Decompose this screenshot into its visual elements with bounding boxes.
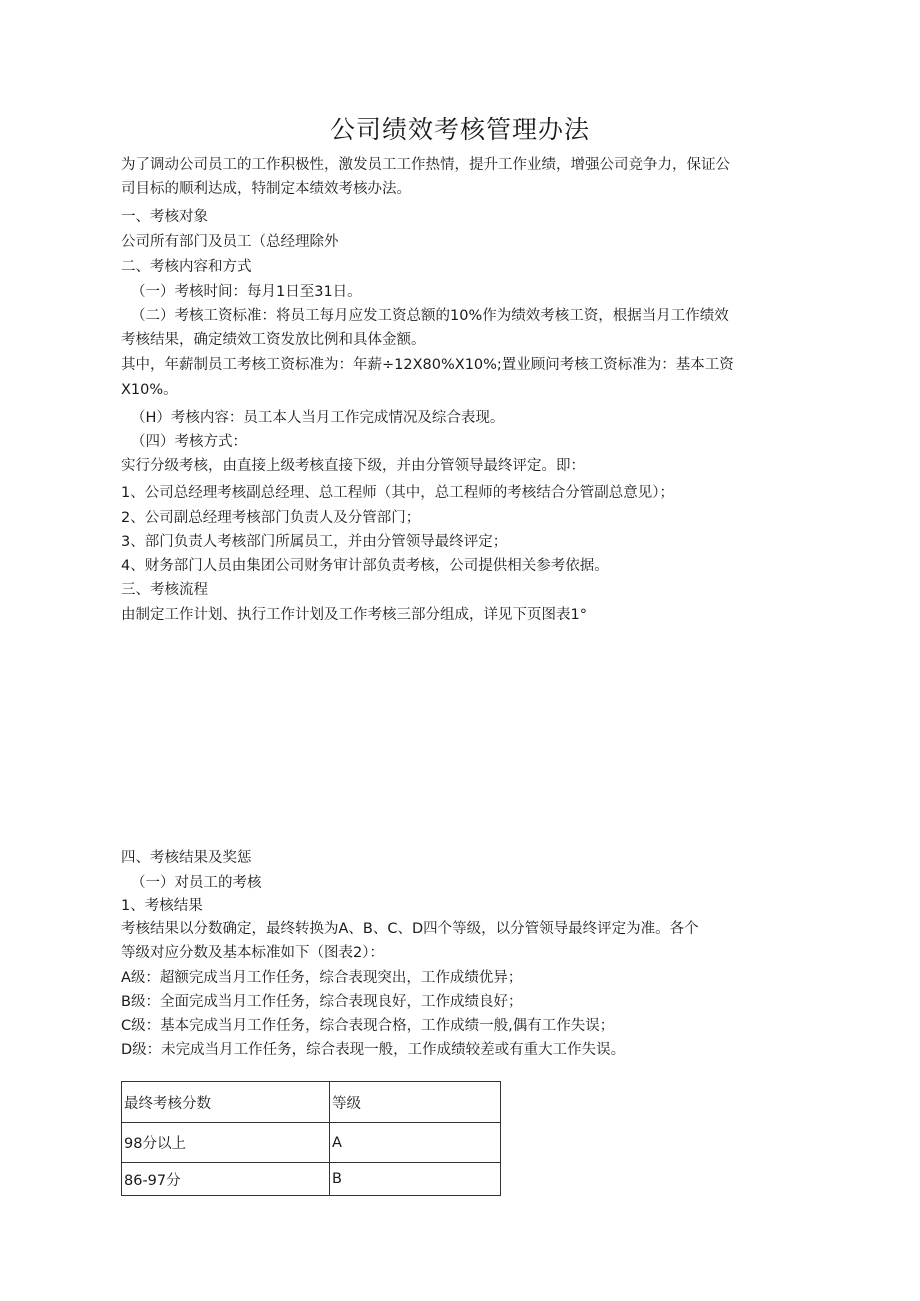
process-description: 由制定工作计划、执行工作计划及工作考核三部分组成，详见下页图表1°	[121, 607, 587, 623]
table-row	[122, 1123, 501, 1163]
document-title: 公司绩效考核管理办法	[329, 115, 590, 144]
table-cell-score: 86-97分	[122, 1163, 330, 1196]
table-header-score: 最终考核分数	[122, 1082, 330, 1123]
section-heading-1: 一、考核对象	[121, 209, 208, 225]
table-cell-grade: B	[330, 1163, 501, 1196]
method-item-3: 3、部门负责人考核部门所属员工，并由分管领导最终评定；	[121, 534, 508, 550]
method-item-2: 2、公司副总经理考核部门负责人及分管部门；	[121, 510, 421, 526]
subsection-time: （一）考核时间：每月1日至31日。	[131, 284, 362, 300]
method-item-4: 4、财务部门人员由集团公司财务审计部负责考核，公司提供相关参考依据。	[121, 558, 609, 574]
intro-line-2: 司目标的顺利达成，特制定本绩效考核办法。	[121, 181, 411, 197]
table-cell-grade: A	[330, 1123, 501, 1163]
section-heading-2: 二、考核内容和方式	[121, 259, 252, 275]
results-heading: 1、考核结果	[121, 898, 203, 914]
salary-standard-line-1: 其中，年薪制员工考核工资标准为：年薪÷12X80%X10%;置业顾问考核工资标准为：基本工资	[121, 357, 734, 373]
grade-c-description: C级：基本完成当月工作任务，综合表现合格，工作成绩一般,偶有工作失误；	[121, 1018, 615, 1034]
subsection-method: （四）考核方式：	[131, 434, 247, 450]
subsection-employee-review: （一）对员工的考核	[131, 875, 262, 891]
intro-line-1: 为了调动公司员工的工作积极性，激发员工工作热情，提升工作业绩，增强公司竞争力，保证公	[121, 157, 730, 173]
salary-standard-line-2: X10%。	[121, 382, 178, 398]
grade-b-description: B级：全面完成当月工作任务，综合表现良好，工作成绩良好；	[121, 994, 523, 1010]
subsection-salary-line-1: （二）考核工资标准：将员工每月应发工资总额的10%作为绩效考核工资，根据当月工作绩效	[131, 308, 729, 324]
section-heading-4: 四、考核结果及奖惩	[121, 850, 252, 866]
subsection-content: （H）考核内容：员工本人当月工作完成情况及综合表现。	[131, 410, 505, 426]
grade-score-table	[121, 1081, 501, 1196]
method-item-1: 1、公司总经理考核副总经理、总工程师（其中，总工程师的考核结合分管副总意见）；	[121, 485, 674, 501]
table-header-grade: 等级	[330, 1082, 501, 1123]
results-description-line-1: 考核结果以分数确定，最终转换为A、B、C、D四个等级，以分管领导最终评定为准。各个	[121, 921, 699, 937]
section-heading-3: 三、考核流程	[121, 582, 208, 598]
method-description: 实行分级考核，由直接上级考核直接下级，并由分管领导最终评定。即：	[121, 458, 585, 474]
grade-d-description: D级：未完成当月工作任务，综合表现一般，工作成绩较差或有重大工作失误。	[121, 1042, 626, 1058]
subsection-salary-line-2: 考核结果，确定绩效工资发放比例和具体金额。	[121, 332, 426, 348]
section-1-text: 公司所有部门及员工（总经理除外	[121, 234, 339, 250]
table-row	[122, 1163, 501, 1196]
table-header-row	[122, 1082, 501, 1123]
table-cell-score: 98分以上	[122, 1123, 330, 1163]
grade-a-description: A级：超额完成当月工作任务，综合表现突出，工作成绩优异；	[121, 970, 523, 986]
results-description-line-2: 等级对应分数及基本标准如下（图表2）：	[121, 945, 384, 961]
